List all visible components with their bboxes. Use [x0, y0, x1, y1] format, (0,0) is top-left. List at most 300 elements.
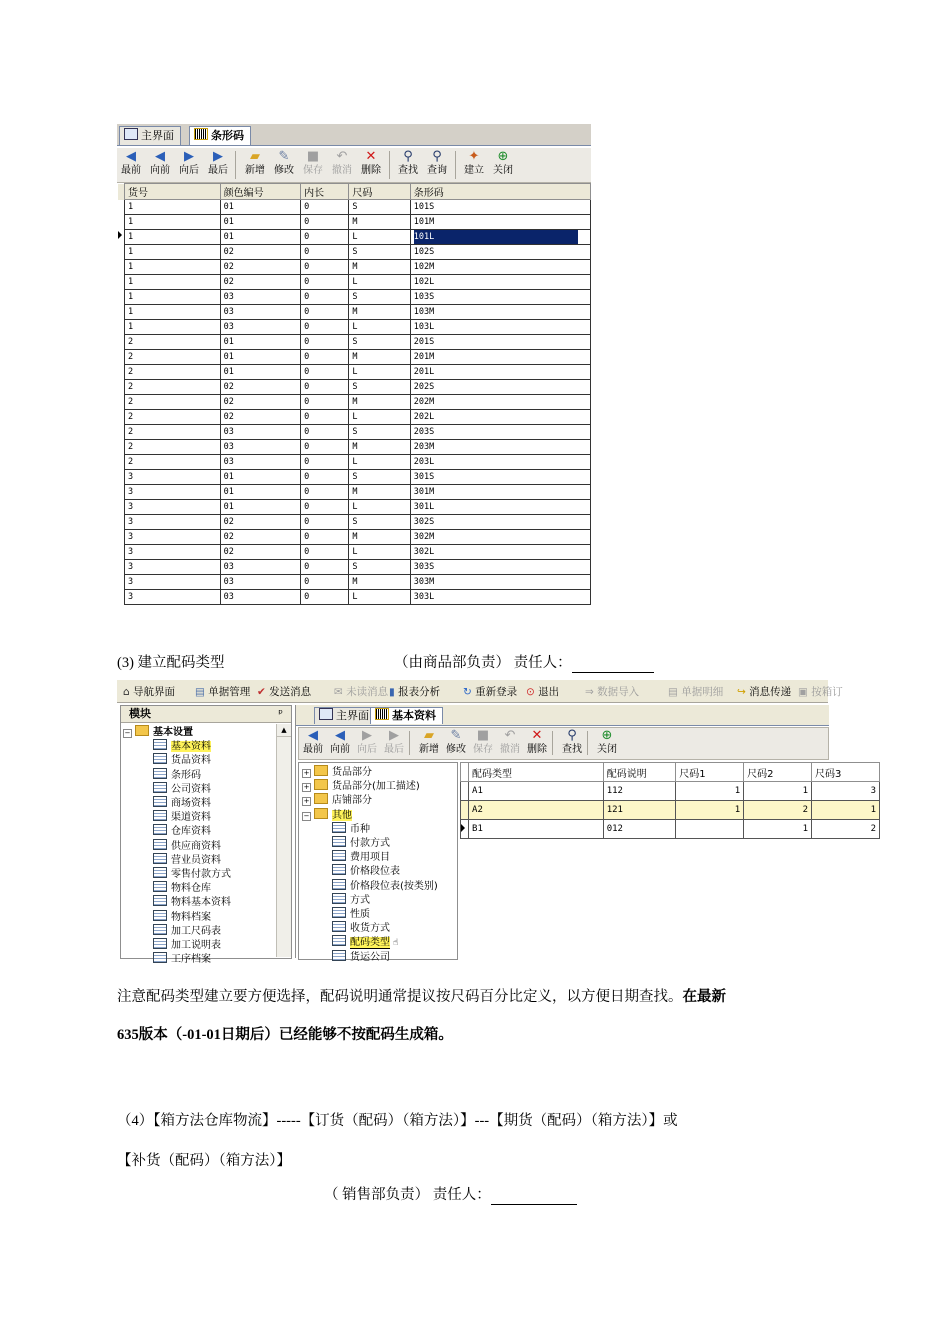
- toolbar-button-6[interactable]: [299, 149, 327, 177]
- table-cell[interactable]: [410, 230, 590, 245]
- table-cell[interactable]: 1: [125, 320, 221, 335]
- module-tree-item[interactable]: [153, 938, 221, 953]
- table-cell[interactable]: S: [349, 380, 410, 395]
- window-icon: [319, 708, 333, 720]
- item-4-line2: [117, 1149, 291, 1170]
- table-cell[interactable]: 0: [301, 560, 349, 575]
- table-cell[interactable]: 0: [301, 320, 349, 335]
- toolbar-button-5[interactable]: [270, 149, 298, 177]
- menu-item-2[interactable]: [257, 684, 311, 699]
- table-row[interactable]: [118, 350, 591, 365]
- menu-item-label: 报表分析: [398, 686, 441, 698]
- table-cell[interactable]: 03: [220, 425, 301, 440]
- category-group[interactable]: [302, 779, 420, 794]
- category-item[interactable]: [332, 950, 390, 965]
- table-cell[interactable]: 02: [220, 530, 301, 545]
- table-cell[interactable]: 302L: [410, 545, 590, 560]
- table-row[interactable]: [118, 260, 591, 275]
- category-tree: [302, 765, 454, 963]
- table-cell[interactable]: L: [349, 230, 410, 245]
- table-cell[interactable]: 101S: [410, 200, 590, 215]
- table-row[interactable]: [118, 590, 591, 605]
- mail-icon: ✉: [334, 686, 347, 698]
- menu-item-9[interactable]: [737, 684, 791, 699]
- table-cell[interactable]: 301M: [410, 485, 590, 500]
- toolbar-button-2[interactable]: [175, 149, 203, 177]
- window-icon: [124, 128, 138, 140]
- scroll-up-icon[interactable]: ▲: [277, 724, 291, 737]
- basic-data-window-screenshot: [117, 680, 876, 966]
- table-cell[interactable]: 0: [301, 230, 349, 245]
- table-cell[interactable]: 3: [125, 560, 221, 575]
- responsibility-label-2: （ 销售部负责） 责任人：: [324, 1187, 491, 1203]
- category-item[interactable]: [332, 836, 390, 851]
- table-cell[interactable]: M: [349, 485, 410, 500]
- table-cell[interactable]: 2: [125, 350, 221, 365]
- note-emphasis-1: 在最新: [682, 989, 726, 1005]
- toolbar-separator: [552, 731, 553, 755]
- table-icon: [332, 864, 346, 875]
- table-cell[interactable]: 101M: [410, 215, 590, 230]
- table-cell[interactable]: 2: [125, 395, 221, 410]
- table-cell[interactable]: 1: [744, 820, 812, 839]
- table-cell[interactable]: 0: [301, 275, 349, 290]
- table-cell[interactable]: 202S: [410, 380, 590, 395]
- find-icon: ⚲: [567, 728, 577, 743]
- table-cell[interactable]: 0: [301, 455, 349, 470]
- toolbar-button-6[interactable]: [469, 728, 497, 756]
- table-cell[interactable]: L: [349, 590, 410, 605]
- table-cell[interactable]: 0: [301, 305, 349, 320]
- table-cell[interactable]: M: [349, 215, 410, 230]
- module-tree-item[interactable]: [153, 952, 211, 967]
- tree-root-basic-settings[interactable]: [123, 725, 193, 740]
- table-cell[interactable]: 103L: [410, 320, 590, 335]
- table-cell[interactable]: 02: [220, 515, 301, 530]
- category-group-label: 货品部分: [332, 767, 372, 778]
- table-cell[interactable]: 0: [301, 215, 349, 230]
- table-cell[interactable]: 012: [603, 820, 676, 839]
- table-cell[interactable]: 3: [125, 545, 221, 560]
- toolbar-button-7[interactable]: [328, 149, 356, 177]
- module-tree-item[interactable]: [153, 881, 211, 896]
- menu-item-8[interactable]: [668, 684, 723, 699]
- toolbar-button-4[interactable]: [415, 728, 443, 756]
- table-cell[interactable]: 02: [220, 260, 301, 275]
- table-row[interactable]: [118, 290, 591, 305]
- menu-item-7[interactable]: [585, 684, 639, 699]
- table-cell[interactable]: 1: [125, 260, 221, 275]
- module-tree-item[interactable]: [153, 824, 211, 839]
- table-cell[interactable]: 2: [812, 820, 880, 839]
- table-cell[interactable]: 3: [125, 500, 221, 515]
- module-tree-item[interactable]: [153, 895, 231, 910]
- table-cell[interactable]: M: [349, 530, 410, 545]
- table-row[interactable]: [118, 515, 591, 530]
- build-icon: ✦: [468, 149, 480, 164]
- tab-main-2[interactable]: 主界面: [314, 707, 376, 724]
- table-cell[interactable]: 302S: [410, 515, 590, 530]
- table-cell[interactable]: 2: [125, 365, 221, 380]
- table-row[interactable]: [118, 365, 591, 380]
- query-icon: ⚲: [432, 149, 442, 164]
- table-cell[interactable]: 102S: [410, 245, 590, 260]
- table-cell[interactable]: 0: [301, 410, 349, 425]
- table-cell[interactable]: 03: [220, 560, 301, 575]
- table-cell[interactable]: 202M: [410, 395, 590, 410]
- table-row[interactable]: [118, 245, 591, 260]
- table-cell[interactable]: 01: [220, 365, 301, 380]
- category-item[interactable]: [332, 893, 370, 908]
- table-cell[interactable]: 121: [603, 801, 676, 820]
- menu-item-10[interactable]: [798, 684, 843, 699]
- table-cell[interactable]: 0: [301, 515, 349, 530]
- table-cell[interactable]: L: [349, 275, 410, 290]
- toolbar-button-9[interactable]: [558, 728, 586, 756]
- category-item-label: 收货方式: [350, 923, 390, 935]
- toolbar-button-5[interactable]: [442, 728, 470, 756]
- table-cell[interactable]: 2: [125, 425, 221, 440]
- module-tree-item-label: 物料基本资料: [171, 897, 231, 909]
- table-row[interactable]: [118, 335, 591, 350]
- table-cell[interactable]: 2: [744, 801, 812, 820]
- table-cell[interactable]: L: [349, 455, 410, 470]
- toolbar-button-label: 向前: [150, 165, 170, 176]
- table-cell[interactable]: 301L: [410, 500, 590, 515]
- table-cell[interactable]: 303L: [410, 590, 590, 605]
- table-row[interactable]: [118, 425, 591, 440]
- table-row[interactable]: [118, 545, 591, 560]
- toolbar-button-0[interactable]: [299, 728, 327, 756]
- toolbar-button-1[interactable]: [146, 149, 174, 177]
- table-cell[interactable]: 201S: [410, 335, 590, 350]
- table-row[interactable]: [118, 395, 591, 410]
- row-indicator[interactable]: [461, 782, 469, 801]
- column-header: 颜色编号: [220, 184, 301, 200]
- toolbar-button-3[interactable]: [204, 149, 232, 177]
- table-cell[interactable]: S: [349, 335, 410, 350]
- table-cell[interactable]: 202L: [410, 410, 590, 425]
- table-cell[interactable]: 0: [301, 245, 349, 260]
- table-cell[interactable]: 03: [220, 575, 301, 590]
- last-icon: ▶: [389, 728, 399, 743]
- table-cell[interactable]: M: [349, 260, 410, 275]
- table-cell[interactable]: 0: [301, 530, 349, 545]
- section-3-responsibility: [394, 651, 654, 673]
- toolbar-separator: [389, 151, 390, 179]
- table-cell[interactable]: A1: [469, 782, 604, 801]
- category-item-label: 性质: [350, 909, 370, 920]
- table-cell[interactable]: 2: [125, 380, 221, 395]
- table-cell[interactable]: 1: [125, 305, 221, 320]
- toolbar-button-8[interactable]: [523, 728, 551, 756]
- pin-icon[interactable]: ᵖ: [278, 707, 283, 720]
- toolbar-button-1[interactable]: [326, 728, 354, 756]
- table-cell[interactable]: S: [349, 425, 410, 440]
- module-tree-item[interactable]: [153, 768, 201, 783]
- table-cell[interactable]: 3: [125, 470, 221, 485]
- table-cell[interactable]: 303S: [410, 560, 590, 575]
- table-cell[interactable]: L: [349, 365, 410, 380]
- category-group-other[interactable]: [302, 808, 352, 823]
- table-cell[interactable]: L: [349, 500, 410, 515]
- table-cell[interactable]: 01: [220, 230, 301, 245]
- table-cell[interactable]: 3: [812, 782, 880, 801]
- category-item[interactable]: [332, 879, 438, 894]
- table-cell[interactable]: 01: [220, 350, 301, 365]
- table-cell[interactable]: 1: [812, 801, 880, 820]
- table-row[interactable]: [118, 575, 591, 590]
- table-cell[interactable]: 01: [220, 500, 301, 515]
- menu-item-5[interactable]: [463, 684, 517, 699]
- table-cell[interactable]: 03: [220, 440, 301, 455]
- table-cell[interactable]: 02: [220, 410, 301, 425]
- selected-cell[interactable]: 101L: [414, 230, 578, 244]
- category-group[interactable]: [302, 765, 372, 780]
- table-row[interactable]: [118, 200, 591, 215]
- tab-barcode[interactable]: 条形码: [189, 126, 251, 145]
- menu-item-4[interactable]: [389, 684, 440, 699]
- table-row[interactable]: [118, 275, 591, 290]
- table-cell[interactable]: 1: [125, 230, 221, 245]
- module-tree-item-label: 物料档案: [171, 911, 211, 923]
- row-indicator[interactable]: [461, 801, 469, 820]
- module-scrollbar[interactable]: [276, 724, 291, 957]
- table-cell[interactable]: L: [349, 545, 410, 560]
- table-cell[interactable]: 1: [676, 801, 744, 820]
- menu-item-6[interactable]: [526, 684, 559, 699]
- table-cell[interactable]: 2: [125, 335, 221, 350]
- table-cell[interactable]: 03: [220, 305, 301, 320]
- table-cell[interactable]: 201M: [410, 350, 590, 365]
- table-cell[interactable]: 0: [301, 290, 349, 305]
- column-header: 条形码: [410, 184, 590, 200]
- toolbar-button-7[interactable]: [496, 728, 524, 756]
- category-item[interactable]: [332, 850, 390, 865]
- module-tree-item[interactable]: [153, 810, 211, 825]
- table-cell[interactable]: 103S: [410, 290, 590, 305]
- table-row[interactable]: [118, 455, 591, 470]
- category-item-label: 货运公司: [350, 951, 390, 963]
- toolbar-button-11[interactable]: [460, 149, 488, 177]
- table-row[interactable]: [118, 230, 591, 245]
- table-cell[interactable]: 0: [301, 200, 349, 215]
- table-cell[interactable]: M: [349, 305, 410, 320]
- table-cell[interactable]: 0: [301, 260, 349, 275]
- column-header: 尺码2: [744, 763, 812, 782]
- table-row[interactable]: [118, 500, 591, 515]
- table-cell[interactable]: S: [349, 290, 410, 305]
- table-cell[interactable]: 01: [220, 200, 301, 215]
- toolbar-button-4[interactable]: [241, 149, 269, 177]
- toolbar-button-9[interactable]: [394, 149, 422, 177]
- column-header: 配码类型: [469, 763, 604, 782]
- table-cell[interactable]: 02: [220, 395, 301, 410]
- table-cell[interactable]: 0: [301, 350, 349, 365]
- table-cell[interactable]: 0: [301, 545, 349, 560]
- table-row[interactable]: [118, 215, 591, 230]
- table-cell[interactable]: 03: [220, 290, 301, 305]
- table-row[interactable]: [118, 380, 591, 395]
- table-row[interactable]: [461, 820, 880, 839]
- table-row[interactable]: [118, 530, 591, 545]
- table-cell[interactable]: L: [349, 410, 410, 425]
- category-item[interactable]: [332, 822, 370, 837]
- table-row[interactable]: [461, 782, 880, 801]
- table-cell[interactable]: 201L: [410, 365, 590, 380]
- table-cell[interactable]: 2: [125, 455, 221, 470]
- table-cell[interactable]: 0: [301, 335, 349, 350]
- table-cell[interactable]: 203M: [410, 440, 590, 455]
- table-cell[interactable]: S: [349, 200, 410, 215]
- toolbar-button-0[interactable]: [117, 149, 145, 177]
- folder-icon: [314, 765, 328, 776]
- table-cell[interactable]: 0: [301, 590, 349, 605]
- menu-item-0[interactable]: [123, 684, 175, 699]
- table-cell[interactable]: 203S: [410, 425, 590, 440]
- module-tree-item[interactable]: [153, 753, 211, 768]
- undo-icon: ↶: [336, 149, 348, 164]
- toolbar-button-8[interactable]: [357, 149, 385, 177]
- table-cell[interactable]: 3: [125, 485, 221, 500]
- toolbar-button-12[interactable]: [489, 149, 517, 177]
- table-cell[interactable]: S: [349, 560, 410, 575]
- section-3-heading: [117, 651, 225, 672]
- category-item[interactable]: [332, 907, 370, 922]
- table-cell[interactable]: M: [349, 395, 410, 410]
- category-item[interactable]: [332, 864, 400, 879]
- table-cell[interactable]: 3: [125, 575, 221, 590]
- table-cell[interactable]: 01: [220, 215, 301, 230]
- category-group[interactable]: [302, 793, 372, 808]
- table-cell[interactable]: 1: [125, 215, 221, 230]
- table-row[interactable]: [118, 485, 591, 500]
- category-item[interactable]: [332, 921, 390, 936]
- table-cell[interactable]: M: [349, 350, 410, 365]
- module-tree-item[interactable]: [153, 924, 221, 939]
- table-cell[interactable]: 102M: [410, 260, 590, 275]
- toolbar-button-10[interactable]: [423, 149, 451, 177]
- module-tree-item[interactable]: [153, 782, 211, 797]
- table-cell[interactable]: 03: [220, 455, 301, 470]
- table-cell[interactable]: 0: [301, 500, 349, 515]
- table-cell[interactable]: B1: [469, 820, 604, 839]
- table-row[interactable]: [118, 320, 591, 335]
- table-cell[interactable]: 1: [744, 782, 812, 801]
- first-icon: ◀: [308, 728, 318, 743]
- table-row[interactable]: [118, 440, 591, 455]
- table-cell[interactable]: 1: [125, 200, 221, 215]
- category-item[interactable]: [332, 935, 398, 950]
- row-indicator[interactable]: [461, 820, 469, 839]
- table-row[interactable]: [461, 801, 880, 820]
- table-cell[interactable]: 02: [220, 380, 301, 395]
- table-cell[interactable]: L: [349, 320, 410, 335]
- table-cell[interactable]: 0: [301, 470, 349, 485]
- toolbar-button-3[interactable]: [380, 728, 408, 756]
- table-cell[interactable]: M: [349, 440, 410, 455]
- note-text: 注意配码类型建立要方便选择，配码说明通常提议按尺码百分比定义，以方便日期查找。: [117, 989, 683, 1005]
- toolbar-button-10[interactable]: [593, 728, 621, 756]
- responsibility-label: （由商品部负责） 责任人：: [394, 655, 572, 671]
- table-cell[interactable]: 03: [220, 320, 301, 335]
- table-cell[interactable]: 03: [220, 590, 301, 605]
- table-cell[interactable]: S: [349, 515, 410, 530]
- table-cell[interactable]: 1: [676, 782, 744, 801]
- collapse-icon[interactable]: −: [124, 729, 131, 737]
- module-tree-item-label: 物料仓库: [171, 883, 211, 895]
- table-icon: [332, 836, 346, 847]
- table-cell[interactable]: 1: [125, 290, 221, 305]
- table-cell[interactable]: 203L: [410, 455, 590, 470]
- toolbar-button-2[interactable]: [353, 728, 381, 756]
- table-cell[interactable]: 1: [125, 275, 221, 290]
- table-cell[interactable]: 0: [301, 380, 349, 395]
- table-cell[interactable]: A2: [469, 801, 604, 820]
- table-cell[interactable]: 01: [220, 485, 301, 500]
- table-cell[interactable]: 02: [220, 275, 301, 290]
- table-cell[interactable]: 3: [125, 590, 221, 605]
- table-cell[interactable]: 112: [603, 782, 676, 801]
- table-cell[interactable]: 301S: [410, 470, 590, 485]
- table-cell[interactable]: 02: [220, 245, 301, 260]
- table-cell[interactable]: [676, 820, 744, 839]
- module-tree-item[interactable]: [153, 739, 211, 754]
- table-cell[interactable]: 2: [125, 440, 221, 455]
- module-tree-item[interactable]: [153, 910, 211, 925]
- toolbar-button-label: 修改: [274, 165, 294, 176]
- table-row[interactable]: [118, 560, 591, 575]
- table-cell[interactable]: S: [349, 470, 410, 485]
- table-cell[interactable]: 01: [220, 470, 301, 485]
- table-row[interactable]: [118, 470, 591, 485]
- table-cell[interactable]: 0: [301, 425, 349, 440]
- table-cell[interactable]: 102L: [410, 275, 590, 290]
- collapse-icon[interactable]: −: [303, 811, 310, 820]
- expand-icon[interactable]: +: [303, 769, 310, 777]
- module-tree-item[interactable]: [153, 853, 221, 868]
- tab-main[interactable]: 主界面: [119, 126, 181, 145]
- table-cell[interactable]: 2: [125, 410, 221, 425]
- table-cell[interactable]: S: [349, 245, 410, 260]
- menu-item-3[interactable]: [334, 684, 388, 699]
- menu-item-1[interactable]: [195, 684, 250, 699]
- table-row[interactable]: [118, 305, 591, 320]
- table-cell[interactable]: 02: [220, 545, 301, 560]
- expand-icon[interactable]: +: [303, 797, 310, 806]
- table-row[interactable]: [118, 410, 591, 425]
- module-tree-item[interactable]: [153, 839, 221, 854]
- table-cell[interactable]: 3: [125, 515, 221, 530]
- table-cell[interactable]: 0: [301, 485, 349, 500]
- table-cell[interactable]: 01: [220, 335, 301, 350]
- expand-icon[interactable]: +: [303, 783, 310, 792]
- module-tree-item[interactable]: [153, 867, 231, 882]
- table-cell[interactable]: 0: [301, 365, 349, 380]
- table-cell[interactable]: 0: [301, 395, 349, 410]
- table-cell[interactable]: M: [349, 575, 410, 590]
- table-cell[interactable]: 1: [125, 245, 221, 260]
- table-cell[interactable]: 3: [125, 530, 221, 545]
- tab-basic-data[interactable]: 基本资料: [370, 707, 443, 724]
- table-cell[interactable]: 302M: [410, 530, 590, 545]
- table-cell[interactable]: 303M: [410, 575, 590, 590]
- table-cell[interactable]: 0: [301, 575, 349, 590]
- table-cell[interactable]: 103M: [410, 305, 590, 320]
- table-cell[interactable]: 0: [301, 440, 349, 455]
- module-tree-item[interactable]: [153, 796, 211, 811]
- prev-icon: ◀: [335, 728, 345, 743]
